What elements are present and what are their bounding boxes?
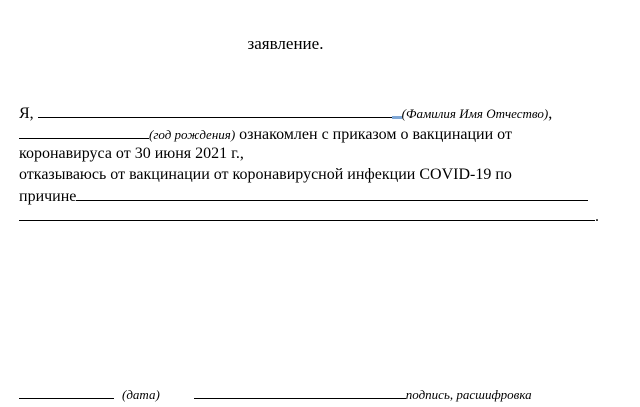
reason-continuation-line [19, 206, 599, 227]
full-name-hint: (Фамилия Имя Отчество) [401, 106, 549, 121]
date-field[interactable] [19, 384, 114, 399]
birth-year-line [19, 124, 512, 145]
reason-continuation-field[interactable] [19, 206, 595, 221]
text-cursor-marker [392, 116, 402, 119]
order-date-line: коронавируса от 30 июня 2021 г., [19, 145, 244, 162]
name-line [19, 103, 552, 124]
pronoun-label: Я, [19, 105, 34, 122]
document-title: заявление. [247, 34, 324, 53]
signature-hint: подпись, расшифровка [405, 387, 532, 402]
reason-period: . [595, 208, 599, 225]
birth-year-hint: (год рождения) [149, 127, 236, 142]
reason-line [19, 186, 588, 207]
acknowledgement-text: ознакомлен с приказом о вакцинации от [235, 126, 512, 143]
name-line-comma: , [548, 105, 553, 122]
signature-footer [19, 384, 532, 405]
signature-field[interactable] [194, 384, 406, 399]
refusal-line: отказываюсь от вакцинации от коронавирусной инфекции COVID-19 по [19, 166, 512, 183]
birth-year-field[interactable] [19, 124, 149, 139]
date-hint: (дата) [122, 387, 160, 402]
reason-field[interactable] [76, 186, 588, 201]
full-name-field[interactable] [38, 103, 402, 118]
reason-label: причине [19, 188, 77, 205]
